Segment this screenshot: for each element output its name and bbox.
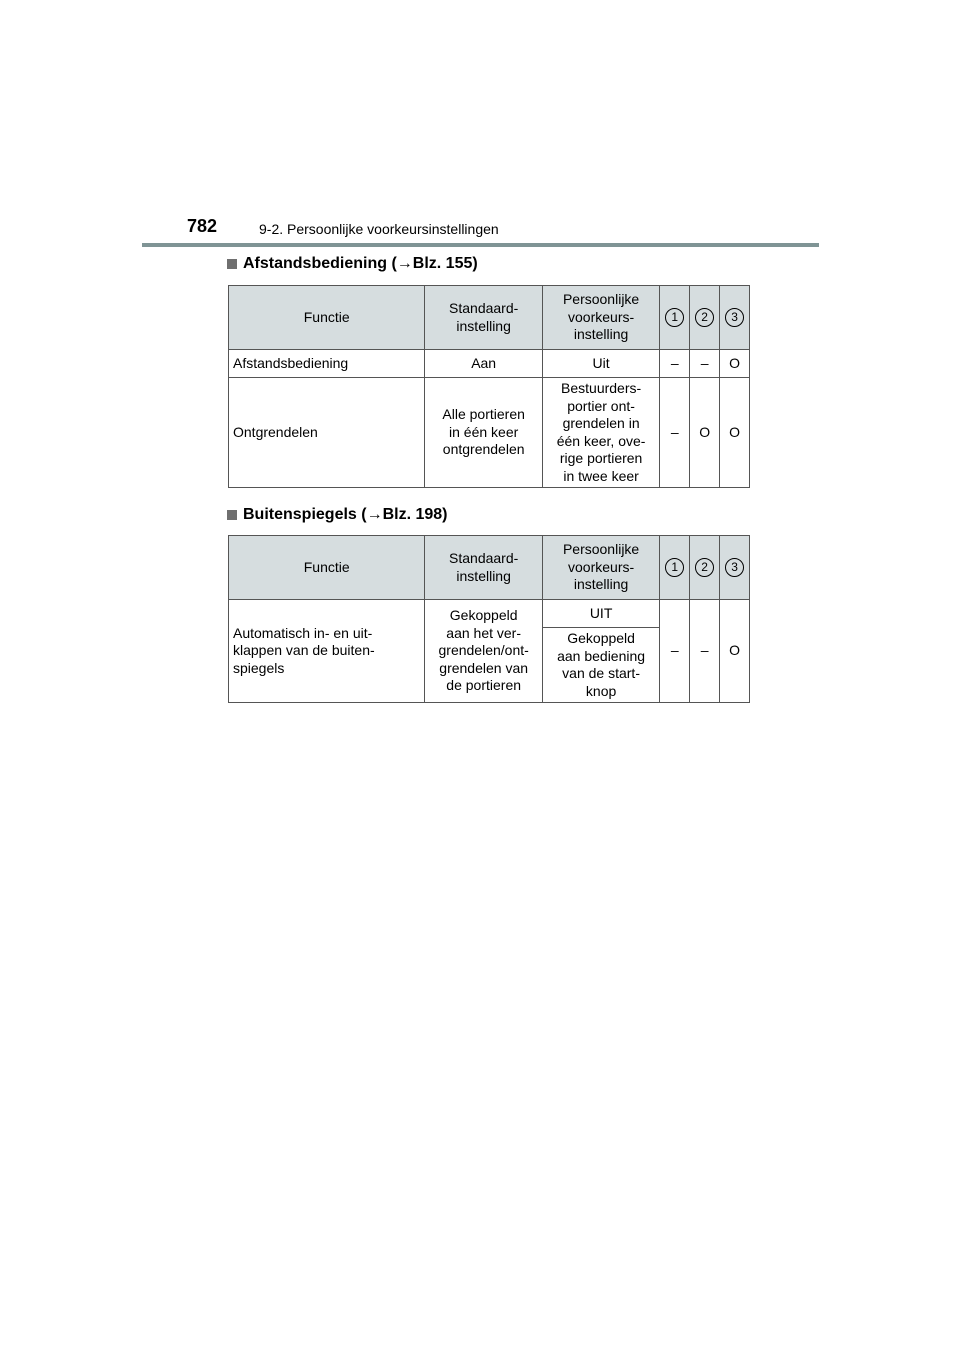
circled-2-icon: 2	[695, 558, 714, 577]
header-col-2	[690, 286, 720, 350]
cell-function: Ontgrendelen	[229, 378, 425, 488]
circled-3-icon: 3	[725, 558, 744, 577]
settings-table-mirrors	[228, 535, 750, 703]
header-default: Standaard- instelling	[425, 536, 542, 600]
table-row	[229, 350, 750, 378]
cell-personal: Uit	[542, 350, 659, 378]
cell-function: Afstandsbediening	[229, 350, 425, 378]
square-bullet-icon	[227, 510, 237, 520]
circled-2-icon: 2	[695, 308, 714, 327]
header-col-3	[720, 286, 750, 350]
circled-3-icon: 3	[725, 308, 744, 327]
cell-function: Automatisch in- en uit- klappen van de buiten- spiegels	[229, 600, 425, 703]
header-personal: Persoonlijke voorkeurs- instelling	[542, 536, 659, 600]
square-bullet-icon	[227, 259, 237, 269]
cell-personal: Gekoppeld aan bediening van de start- knop	[542, 628, 659, 703]
header-function: Functie	[229, 286, 425, 350]
cell-default: Alle portieren in één keer ontgrendelen	[425, 378, 542, 488]
table-header-row	[229, 536, 750, 600]
page-number: 782	[187, 216, 218, 236]
table-row	[229, 600, 750, 628]
cell-col-3: O	[720, 378, 750, 488]
settings-table-remote	[228, 285, 750, 488]
cell-col-1: –	[660, 350, 690, 378]
section-title: Buitenspiegels (→Blz. 198)	[243, 506, 448, 523]
circled-1-icon: 1	[665, 558, 684, 577]
section-heading-remote	[227, 254, 478, 274]
cell-col-2: O	[690, 378, 720, 488]
circled-1-icon: 1	[665, 308, 684, 327]
header-default: Standaard- instelling	[425, 286, 542, 350]
cell-personal: UIT	[542, 600, 659, 628]
header-function: Functie	[229, 536, 425, 600]
header-col-2	[690, 536, 720, 600]
header-col-1	[660, 286, 690, 350]
cell-col-2: –	[690, 350, 720, 378]
cell-personal: Bestuurders- portier ont- grendelen in één keer, ove- rige portieren in twee keer	[542, 378, 659, 488]
cell-col-2: –	[690, 600, 720, 703]
header-personal: Persoonlijke voorkeurs- instelling	[542, 286, 659, 350]
cell-default: Gekoppeld aan het ver- grendelen/ont- grendelen van de portieren	[425, 600, 542, 703]
table-row	[229, 378, 750, 488]
cell-col-1: –	[660, 378, 690, 488]
section-title: Afstandsbediening (→Blz. 155)	[243, 255, 478, 272]
header-col-3	[720, 536, 750, 600]
header-rule	[142, 243, 819, 247]
cell-col-1: –	[660, 600, 690, 703]
cell-col-3: O	[720, 350, 750, 378]
cell-default: Aan	[425, 350, 542, 378]
section-heading-mirrors	[227, 505, 448, 525]
table-header-row	[229, 286, 750, 350]
chapter-title: 9-2. Persoonlijke voorkeursinstellingen	[259, 221, 499, 237]
header-col-1	[660, 536, 690, 600]
cell-col-3: O	[720, 600, 750, 703]
